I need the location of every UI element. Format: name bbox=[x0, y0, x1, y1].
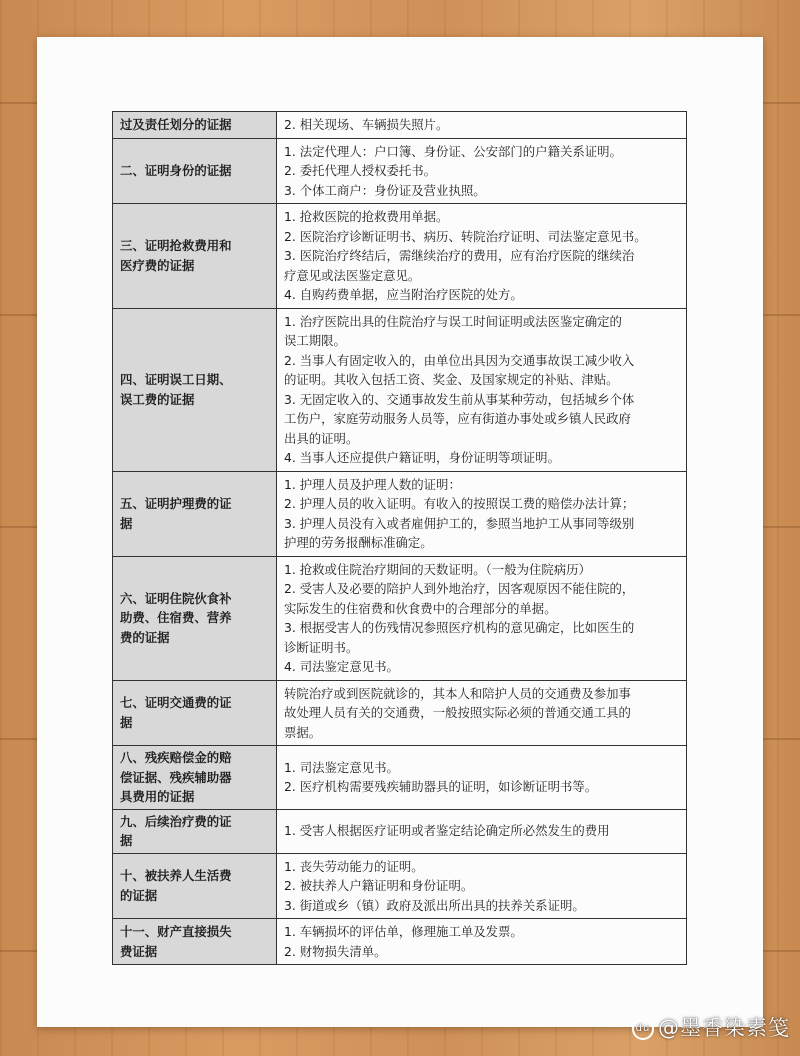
category-line: 四、证明误工日期、 bbox=[120, 372, 232, 387]
detail-cell bbox=[277, 308, 687, 471]
category-line: 的证据 bbox=[120, 887, 158, 903]
category-cell bbox=[113, 919, 277, 965]
detail-line: 2. 护理人员的收入证明。有收入的按照误工费的赔偿办法计算； bbox=[284, 496, 635, 511]
detail-line: 2. 医疗机构需要残疾辅助器具的证明，如诊断证明书等。 bbox=[284, 779, 598, 795]
category-line: 七、证明交通费的证 bbox=[120, 695, 232, 711]
detail-line: 2. 当事人有固定收入的，由单位出具因为交通事故误工减少收入 bbox=[284, 352, 635, 368]
detail-line: 4. 当事人还应提供户籍证明，身份证明等项证明。 bbox=[284, 450, 560, 465]
detail-line: 3. 街道或乡（镇）政府及派出所出具的扶养关系证明。 bbox=[284, 897, 585, 913]
table-row bbox=[113, 746, 687, 810]
detail-line: 护理的劳务报酬标准确定。 bbox=[284, 535, 433, 550]
detail-line: 工伤户，家庭劳动服务人员等，应有街道办事处或乡镇人民政府 bbox=[284, 411, 631, 426]
detail-cell bbox=[277, 746, 687, 810]
detail-line: 2. 医院治疗诊断证明书、病历、转院治疗证明、司法鉴定意见书。 bbox=[284, 228, 647, 244]
table-row bbox=[113, 809, 687, 853]
detail-cell bbox=[277, 556, 687, 680]
category-cell bbox=[113, 138, 277, 204]
detail-cell bbox=[277, 138, 687, 204]
category-line: 六、证明住院伙食补 bbox=[120, 590, 232, 606]
detail-line: 出具的证明。 bbox=[284, 430, 359, 446]
evidence-table bbox=[112, 111, 687, 965]
category-cell bbox=[113, 556, 277, 680]
category-line: 助费、住宿费、营养 bbox=[120, 610, 232, 626]
category-line: 二、证明身份的证据 bbox=[120, 163, 232, 178]
table-row bbox=[113, 680, 687, 746]
detail-line: 3. 个体工商户：身份证及营业执照。 bbox=[284, 182, 486, 198]
detail-line: 2. 相关现场、车辆损失照片。 bbox=[284, 117, 449, 132]
category-line: 具费用的证据 bbox=[120, 789, 195, 804]
category-cell bbox=[113, 809, 277, 853]
detail-line: 2. 财物损失清单。 bbox=[284, 943, 387, 959]
table-row bbox=[113, 853, 687, 919]
detail-line: 3. 医院治疗终结后，需继续治疗的费用，应有治疗医院的继续治 bbox=[284, 248, 635, 263]
detail-line: 转院治疗或到医院就诊的，其本人和陪护人员的交通费及参加事 bbox=[284, 685, 631, 701]
paper-sheet bbox=[37, 37, 763, 1027]
detail-line: 的证明。其收入包括工资、奖金、及国家规定的补贴、津贴。 bbox=[284, 372, 619, 387]
detail-line: 2. 受害人及必要的陪护人到外地治疗，因客观原因不能住院的， bbox=[284, 581, 635, 596]
detail-cell bbox=[277, 471, 687, 556]
detail-cell bbox=[277, 809, 687, 853]
detail-line: 票据。 bbox=[284, 724, 322, 740]
category-cell bbox=[113, 680, 277, 746]
detail-line: 3. 无固定收入的、交通事故发生前从事某种劳动，包括城乡个体 bbox=[284, 391, 635, 407]
detail-line: 疗意见或法医鉴定意见。 bbox=[284, 267, 421, 283]
watermark-logo-icon: du bbox=[632, 1018, 654, 1040]
detail-line: 1. 治疗医院出具的住院治疗与误工时间证明或法医鉴定确定的 bbox=[284, 313, 622, 329]
category-cell bbox=[113, 204, 277, 309]
detail-cell bbox=[277, 204, 687, 309]
watermark bbox=[632, 1012, 790, 1042]
category-line: 误工费的证据 bbox=[120, 391, 195, 407]
table-row bbox=[113, 138, 687, 204]
category-line: 十一、财产直接损失 bbox=[120, 924, 232, 939]
detail-cell bbox=[277, 853, 687, 919]
category-line: 费的证据 bbox=[120, 629, 170, 645]
category-cell bbox=[113, 746, 277, 810]
detail-line: 2. 被扶养人户籍证明和身份证明。 bbox=[284, 878, 474, 893]
category-line: 偿证据、残疾辅助器 bbox=[120, 769, 232, 785]
detail-line: 误工期限。 bbox=[284, 333, 346, 348]
category-line: 医疗费的证据 bbox=[120, 257, 195, 273]
table-row bbox=[113, 112, 687, 139]
category-line: 过及责任划分的证据 bbox=[120, 117, 232, 132]
detail-line: 1. 抢救医院的抢救费用单据。 bbox=[284, 209, 449, 224]
table-row bbox=[113, 471, 687, 556]
table-row bbox=[113, 919, 687, 965]
detail-line: 1. 丧失劳动能力的证明。 bbox=[284, 858, 424, 874]
detail-line: 3. 根据受害人的伤残情况参照医疗机构的意见确定，比如医生的 bbox=[284, 620, 635, 635]
category-line: 据 bbox=[120, 833, 133, 848]
table-row bbox=[113, 556, 687, 680]
detail-line: 1. 法定代理人：户口簿、身份证、公安部门的户籍关系证明。 bbox=[284, 143, 622, 159]
detail-line: 故处理人员有关的交通费，一般按照实际必须的普通交通工具的 bbox=[284, 705, 631, 720]
detail-line: 3. 护理人员没有入或者雇佣护工的，参照当地护工从事同等级别 bbox=[284, 515, 635, 531]
table-row bbox=[113, 308, 687, 471]
detail-line: 1. 护理人员及护理人数的证明： bbox=[284, 476, 461, 492]
detail-line: 1. 司法鉴定意见书。 bbox=[284, 759, 399, 775]
category-cell bbox=[113, 308, 277, 471]
category-line: 据 bbox=[120, 515, 133, 531]
detail-cell bbox=[277, 112, 687, 139]
category-line: 八、残疾赔偿金的赔 bbox=[120, 750, 232, 765]
detail-line: 1. 受害人根据医疗证明或者鉴定结论确定所必然发生的费用 bbox=[284, 823, 610, 839]
category-cell bbox=[113, 853, 277, 919]
detail-line: 1. 抢救或住院治疗期间的天数证明。（一般为住院病历） bbox=[284, 561, 591, 577]
detail-cell bbox=[277, 919, 687, 965]
category-line: 三、证明抢救费用和 bbox=[120, 238, 232, 254]
category-line: 费证据 bbox=[120, 943, 158, 959]
category-line: 九、后续治疗费的证 bbox=[120, 813, 232, 829]
category-line: 据 bbox=[120, 714, 133, 730]
detail-line: 实际发生的住宿费和伙食费中的合理部分的单据。 bbox=[284, 600, 557, 616]
detail-line: 4. 司法鉴定意见书。 bbox=[284, 659, 399, 674]
category-line: 五、证明护理费的证 bbox=[120, 496, 232, 511]
detail-cell bbox=[277, 680, 687, 746]
table-row bbox=[113, 204, 687, 309]
watermark-text: @墨香染素笺 bbox=[658, 1016, 790, 1040]
category-cell bbox=[113, 471, 277, 556]
detail-line: 2. 委托代理人授权委托书。 bbox=[284, 163, 437, 178]
category-line: 十、被扶养人生活费 bbox=[120, 868, 232, 884]
detail-line: 诊断证明书。 bbox=[284, 639, 359, 655]
category-cell bbox=[113, 112, 277, 139]
detail-line: 1. 车辆损坏的评估单，修理施工单及发票。 bbox=[284, 924, 523, 939]
detail-line: 4. 自购药费单据，应当附治疗医院的处方。 bbox=[284, 287, 523, 302]
